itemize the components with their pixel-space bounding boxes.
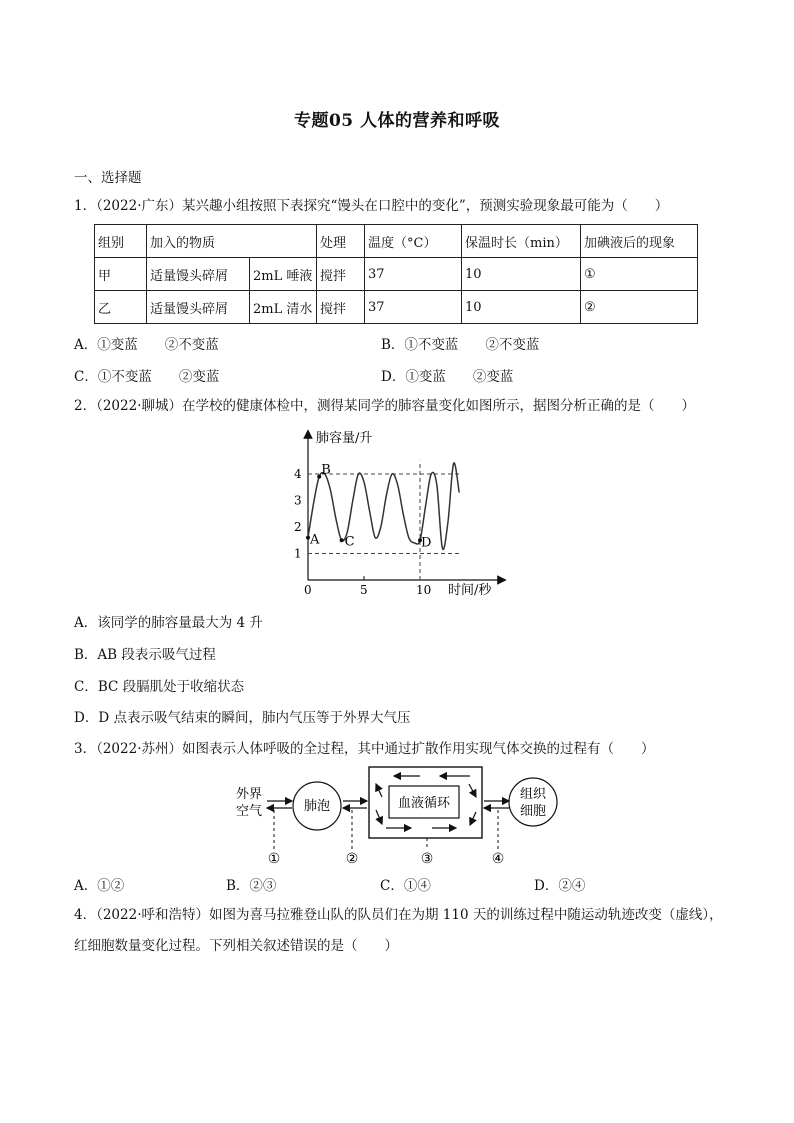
option-a: A．①变蓝 ②不变蓝 [74,337,219,353]
blood-circulation-label: 血液循环 [397,796,451,811]
question-4-stem-line-1: 4．（2022·呼和浩特）如图为喜马拉雅登山队的队员们在为期 110 天的训练过程中随运动轨迹改变（虚线）， [74,907,723,923]
y-tick-label: 3 [294,493,302,508]
y-tick-label: 4 [294,467,302,481]
question-3-stem: 3．（2022·苏州）如图表示人体呼吸的全过程，其中通过扩散作用实现气体交换的过程有（ ） [74,741,655,757]
table-cell: ① [581,258,698,291]
alveoli-label: 肺泡 [303,799,331,814]
option-c: C．①不变蓝 ②变蓝 [74,369,220,385]
y-tick-label: 1 [294,546,302,561]
table-cell: 37 [365,291,462,324]
header-cell: 加碘液后的现象 [581,225,698,258]
q3-option-b: B．②③ [226,878,277,894]
arrow-down [376,810,382,824]
point-d-label: D [421,535,432,551]
q3-option-a: A．①② [74,878,125,894]
x-tick-label: 0 [304,583,312,597]
table-cell: 搅拌 [317,258,365,291]
header-cell: 加入的物质 [147,225,317,258]
arrow-down [470,812,476,825]
table-cell: 2mL 唾液 [250,258,317,291]
table-cell: 2mL 清水 [250,291,317,324]
q3-option-d: D．②④ [534,878,586,894]
table-header-row [95,225,698,258]
question-4-stem-line-2: 红细胞数量变化过程。下列相关叙述错误的是（ ） [74,938,398,954]
table-cell: ② [581,291,698,324]
y-axis-label: 肺容量/升 [316,431,373,446]
step-2-label: ② [345,851,359,867]
step-4-label: ④ [491,851,505,867]
table-cell: 甲 [95,258,147,291]
header-cell: 处理 [317,225,365,258]
step-1-label: ① [267,851,281,867]
option-d: D．①变蓝 ②变蓝 [381,369,514,385]
step-3-label: ③ [420,851,434,867]
table-cell: 乙 [95,291,147,324]
table-cell: 适量馒头碎屑 [147,291,250,324]
arrow-down [469,784,476,797]
arrow-up [376,784,382,797]
option-b: B．①不变蓝 ②不变蓝 [381,337,540,353]
point-c [340,538,344,542]
x-axis-label: 时间/秒 [448,583,492,598]
q2-option-d: D．D 点表示吸气结束的瞬间，肺内气压等于外界大气压 [74,710,411,726]
header-cell: 保温时长（min） [462,225,581,258]
experiment-table [94,224,698,324]
table-row [95,258,698,291]
section-heading: 一、选择题 [74,170,142,186]
q3-option-c: C．①④ [380,878,431,894]
tissue-label-2: 细胞 [519,804,547,819]
question-1-stem: 1．（2022·广东）某兴趣小组按照下表探究“馒头在口腔中的变化”，预测实验现象最可能为（ ） [74,198,669,214]
table-cell: 10 [462,291,581,324]
y-tick-label: 2 [294,520,302,534]
point-a-label: A [310,532,320,548]
q2-option-b: B．AB 段表示吸气过程 [74,647,216,663]
table-cell: 37 [365,258,462,291]
point-c-label: C [344,534,355,550]
question-2-stem: 2．（2022·聊城）在学校的健康体检中，测得某同学的肺容量变化如图所示，据图分析正确的是（ ） [74,398,695,414]
x-tick-label: 10 [416,583,432,597]
outside-air-label-2: 空气 [236,804,263,819]
lung-capacity-chart [280,422,520,600]
header-cell: 组别 [95,225,147,258]
header-cell: 温度（°C） [365,225,462,258]
x-tick-label: 5 [360,583,368,597]
table-cell: 搅拌 [317,291,365,324]
tissue-label-1: 组织 [519,787,547,802]
table-cell: 适量馒头碎屑 [147,258,250,291]
q2-option-a: A．该同学的肺容量最大为 4 升 [74,615,263,631]
table-cell: 10 [462,258,581,291]
respiration-diagram [226,762,566,868]
table-row [95,291,698,324]
point-b-label: B [321,462,331,478]
outside-air-label-1: 外界 [236,787,263,802]
q2-option-c: C．BC 段膈肌处于收缩状态 [74,679,245,695]
page-title: 专题05 人体的营养和呼吸 [293,111,501,131]
